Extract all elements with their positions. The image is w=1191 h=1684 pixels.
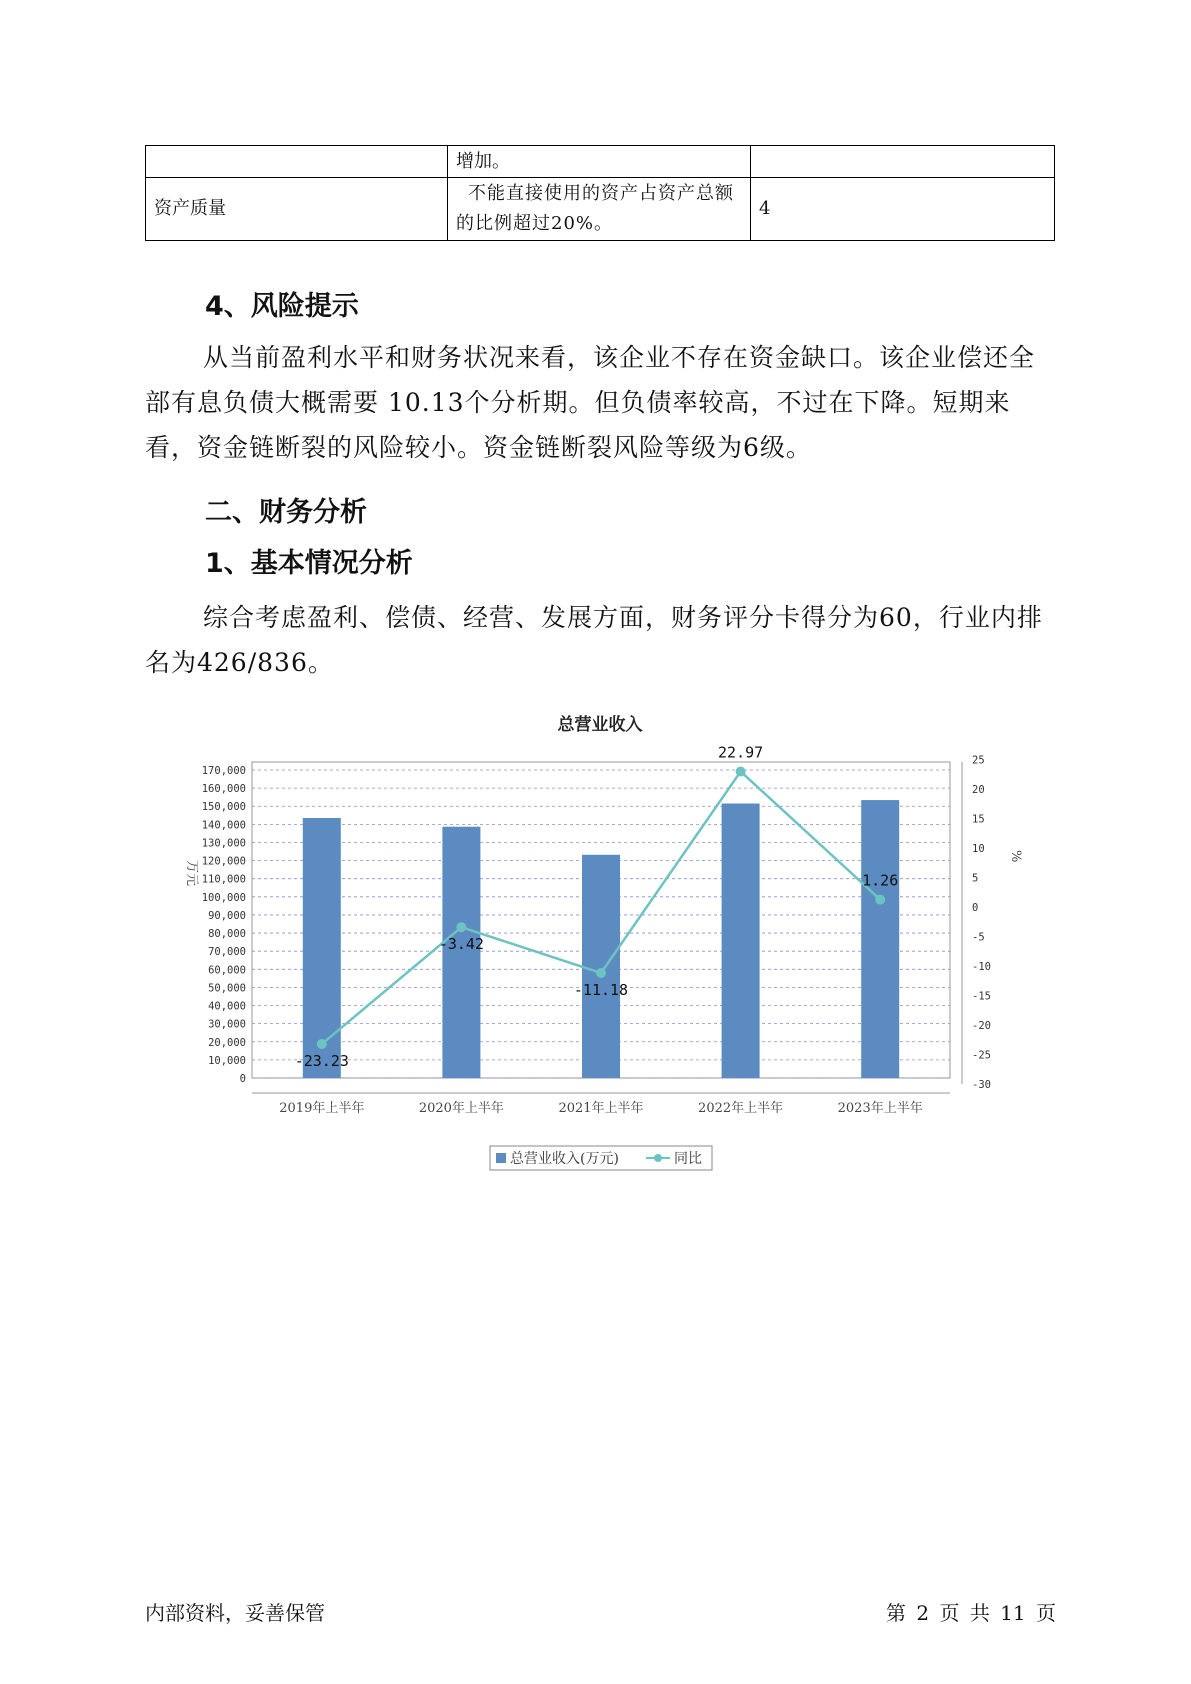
yoy-point <box>456 922 466 932</box>
right-tick-label: 15 <box>972 813 985 826</box>
right-tick-label: -30 <box>972 1079 991 1091</box>
revenue-bar <box>861 800 899 1078</box>
left-tick-label: 80,000 <box>208 928 246 941</box>
left-tick-label: 90,000 <box>208 909 246 922</box>
left-tick-label: 50,000 <box>208 982 246 995</box>
left-tick-label: 120,000 <box>201 855 246 868</box>
left-tick-label: 160,000 <box>201 783 246 796</box>
chart-legend <box>490 1146 712 1170</box>
basic-analysis-paragraph: 综合考虑盈利、偿债、经营、发展方面，财务评分卡得分为60，行业内排名为426/836。 <box>145 603 1043 677</box>
yoy-data-label: -23.23 <box>294 1052 349 1071</box>
left-tick-label: 0 <box>239 1073 246 1085</box>
right-tick-label: 10 <box>972 843 985 855</box>
right-tick-label: 0 <box>972 902 979 914</box>
table-cell: 资产质量 <box>146 178 448 241</box>
left-tick-label: 170,000 <box>201 765 246 777</box>
table-cell <box>146 146 448 178</box>
left-tick-label: 60,000 <box>208 964 246 977</box>
footer-page-number: 第 2 页 共 11 页 <box>886 1601 1056 1625</box>
x-tick-label: 2021年上半年 <box>558 1101 644 1116</box>
left-tick-label: 140,000 <box>201 819 246 832</box>
left-tick-label: 150,000 <box>201 801 246 814</box>
yoy-data-label: 1.26 <box>862 871 899 890</box>
left-tick-label: 130,000 <box>201 837 246 850</box>
right-tick-label: -15 <box>972 990 991 1003</box>
yoy-point <box>317 1039 327 1049</box>
left-tick-label: 40,000 <box>208 1000 246 1013</box>
right-axis-label: % <box>1008 850 1023 863</box>
right-axis-ticks <box>962 755 991 1092</box>
table-cell: 不能直接使用的资产占资产总额的比例超过20%。 <box>448 178 751 241</box>
left-tick-label: 70,000 <box>208 946 246 959</box>
legend-line-label: 同比 <box>674 1151 702 1167</box>
table-cell <box>751 146 1055 178</box>
right-tick-label: 20 <box>972 784 985 796</box>
revenue-bar <box>303 818 341 1078</box>
finance-heading: 二、财务分析 <box>205 497 367 528</box>
evaluation-table <box>145 145 1055 241</box>
right-tick-label: 25 <box>972 754 985 767</box>
x-tick-label: 2019年上半年 <box>279 1101 365 1116</box>
x-axis-ticks <box>252 1093 950 1116</box>
left-tick-label: 20,000 <box>208 1036 246 1049</box>
basic-analysis-heading: 1、基本情况分析 <box>205 548 413 579</box>
right-tick-label: -20 <box>972 1020 991 1032</box>
legend-line-marker <box>654 1154 662 1162</box>
table-row <box>146 146 1055 178</box>
yoy-data-label: 22.97 <box>718 743 764 762</box>
right-tick-label: -10 <box>972 961 991 973</box>
legend-bar-label: 总营业收入(万元) <box>510 1151 619 1167</box>
left-axis-label: 万元 <box>184 860 199 887</box>
revenue-bar <box>722 804 760 1078</box>
yoy-data-label: -3.42 <box>438 935 484 954</box>
table-cell: 4 <box>751 178 1055 241</box>
right-tick-label: -5 <box>972 931 985 944</box>
yoy-data-label: -11.18 <box>573 980 629 999</box>
left-tick-label: 10,000 <box>208 1054 246 1067</box>
yoy-point <box>736 766 746 776</box>
risk-heading: 4、风险提示 <box>205 291 359 322</box>
footer-confidential: 内部资料，妥善保管 <box>145 1601 325 1625</box>
right-tick-label: -25 <box>972 1049 991 1062</box>
right-tick-label: 5 <box>972 872 979 885</box>
x-tick-label: 2022年上半年 <box>698 1101 784 1116</box>
table-row <box>146 178 1055 241</box>
revenue-bar <box>582 855 620 1078</box>
risk-paragraph: 从当前盈利水平和财务状况来看，该企业不存在资金缺口。该企业偿还全部有息负债大概需要 10.13个分析期。但负债率较高，不过在下降。短期来看，资金链断裂的风险较小。资金链断裂风险等级为6级。 <box>145 343 1036 462</box>
table-cell: 增加。 <box>448 146 751 178</box>
left-axis-ticks <box>202 765 246 1085</box>
left-tick-label: 30,000 <box>208 1018 246 1031</box>
legend-bar-swatch <box>496 1153 506 1163</box>
chart-title: 总营业收入 <box>557 715 643 735</box>
yoy-point <box>875 895 885 905</box>
x-tick-label: 2023年上半年 <box>837 1101 923 1116</box>
left-tick-label: 100,000 <box>201 891 246 904</box>
yoy-point <box>596 968 606 978</box>
revenue-chart <box>180 700 1030 1180</box>
x-tick-label: 2020年上半年 <box>418 1101 504 1116</box>
left-tick-label: 110,000 <box>201 873 246 886</box>
